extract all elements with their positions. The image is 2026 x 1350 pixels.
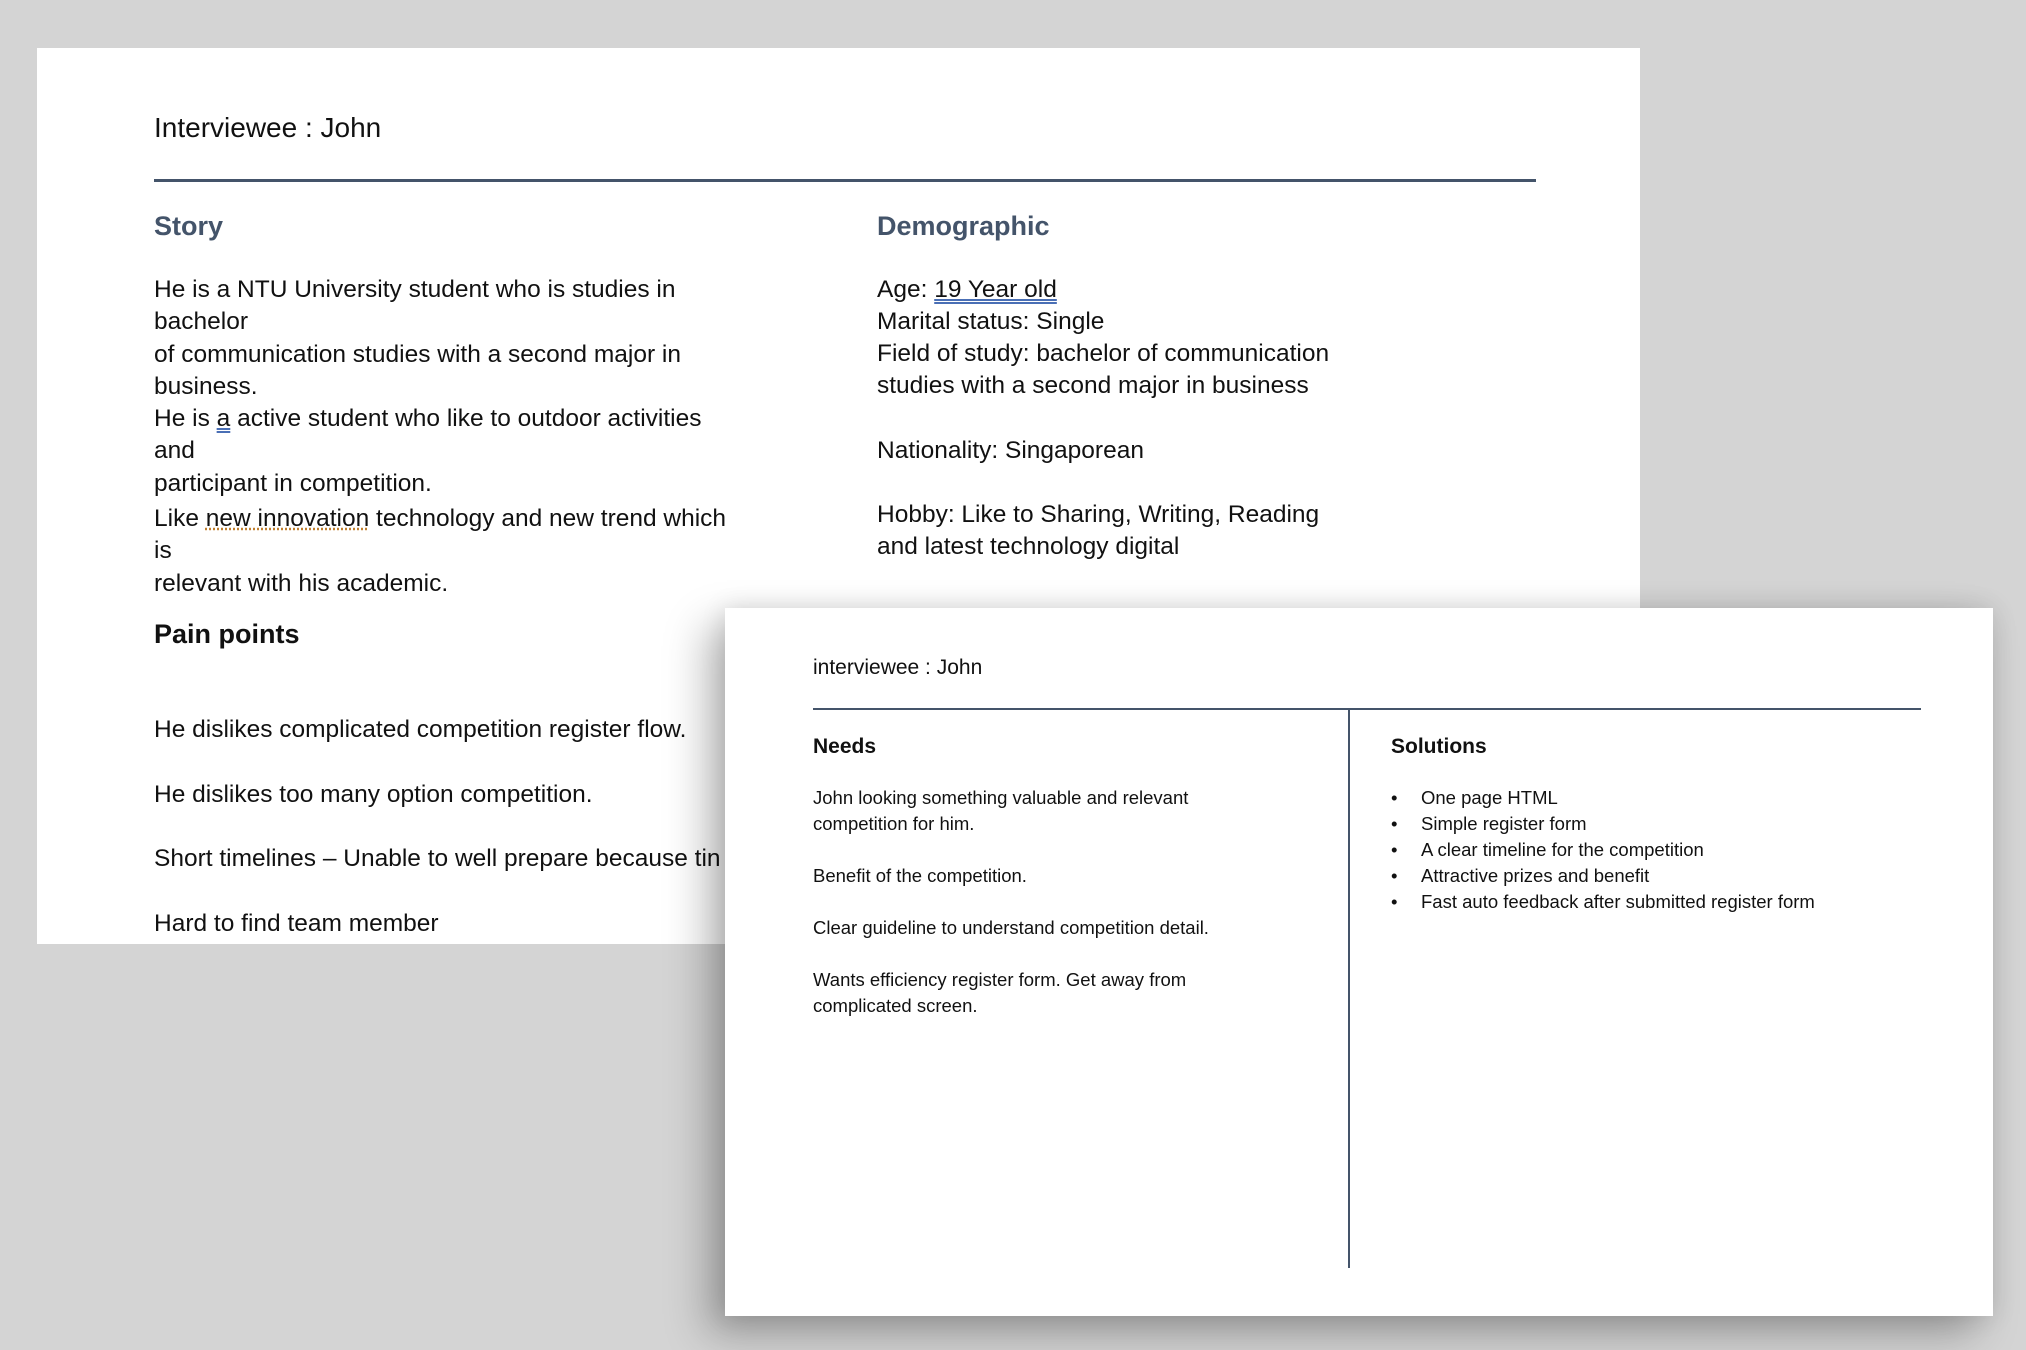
solution-item — [1391, 863, 1951, 889]
story-heading: Story — [154, 211, 224, 241]
demographic-hobby: Hobby: Like to Sharing, Writing, Reading and latest technology digital — [877, 501, 1320, 561]
story-p3-end: technology and new trend which is relevant with his academic. — [154, 505, 727, 597]
story-paragraph-2 — [154, 403, 734, 500]
age-value: 19 Year old — [934, 276, 1057, 303]
story-p2-start: He is — [154, 405, 217, 432]
solution-text: One page HTML — [1421, 787, 1558, 808]
demographic-age — [877, 274, 1437, 306]
pain-points-heading: Pain points — [154, 619, 300, 649]
solution-text: Attractive prizes and benefit — [1421, 865, 1650, 886]
demographic-heading: Demographic — [877, 211, 1050, 241]
slide-title: interviewee : John — [813, 656, 983, 679]
demographic-nationality: Nationality: Singaporean — [877, 437, 1144, 464]
pain-point-item: He dislikes too many option competition. — [154, 780, 593, 808]
needs-paragraph-3: Clear guideline to understand competition detail. — [813, 917, 1209, 938]
pain-point-item: Hard to find team member — [154, 910, 439, 938]
solutions-heading: Solutions — [1391, 735, 1487, 758]
story-p2-end: active student who like to outdoor activities and participant in competition. — [154, 405, 702, 497]
spelling-flagged-phrase: new innovation — [205, 505, 370, 532]
solutions-list — [1391, 785, 1951, 915]
bullet-icon: • — [1391, 839, 1398, 860]
title-divider — [154, 179, 1536, 182]
story-paragraph-3 — [154, 503, 734, 600]
bullet-icon: • — [1391, 813, 1398, 834]
story-p3-start: Like — [154, 505, 206, 532]
age-label: Age: — [877, 276, 935, 303]
solution-item — [1391, 889, 1951, 915]
solution-text: Fast auto feedback after submitted register form — [1421, 891, 1815, 912]
slide-title: Interviewee : John — [154, 112, 382, 143]
pain-point-item: Short timelines – Unable to well prepare because tin — [154, 845, 721, 873]
solution-item — [1391, 811, 1951, 837]
demographic-marital: Marital status: Single — [877, 308, 1105, 335]
pain-point-item: He dislikes complicated competition register flow. — [154, 716, 687, 744]
bullet-icon: • — [1391, 891, 1398, 912]
solution-item — [1391, 785, 1951, 811]
story-paragraph-1: He is a NTU University student who is studies in bachelor of communication studies with a second major in business. — [154, 276, 682, 400]
needs-solutions-slide — [725, 608, 1993, 1316]
solution-item — [1391, 837, 1951, 863]
title-divider — [813, 708, 1921, 710]
needs-paragraph-1: John looking something valuable and relevant competition for him. — [813, 787, 1189, 834]
grammar-flagged-word: a — [216, 405, 231, 432]
column-divider — [1348, 710, 1350, 1268]
needs-paragraph-4: Wants efficiency register form. Get away from complicated screen. — [813, 969, 1187, 1016]
solution-text: A clear timeline for the competition — [1421, 839, 1704, 860]
bullet-icon: • — [1391, 865, 1398, 886]
pain-points-list — [154, 682, 727, 973]
demographic-field: Field of study: bachelor of communication studies with a second major in business — [877, 340, 1330, 400]
solution-text: Simple register form — [1421, 813, 1587, 834]
bullet-icon: • — [1391, 787, 1398, 808]
needs-paragraph-2: Benefit of the competition. — [813, 865, 1027, 886]
needs-heading: Needs — [813, 735, 877, 758]
